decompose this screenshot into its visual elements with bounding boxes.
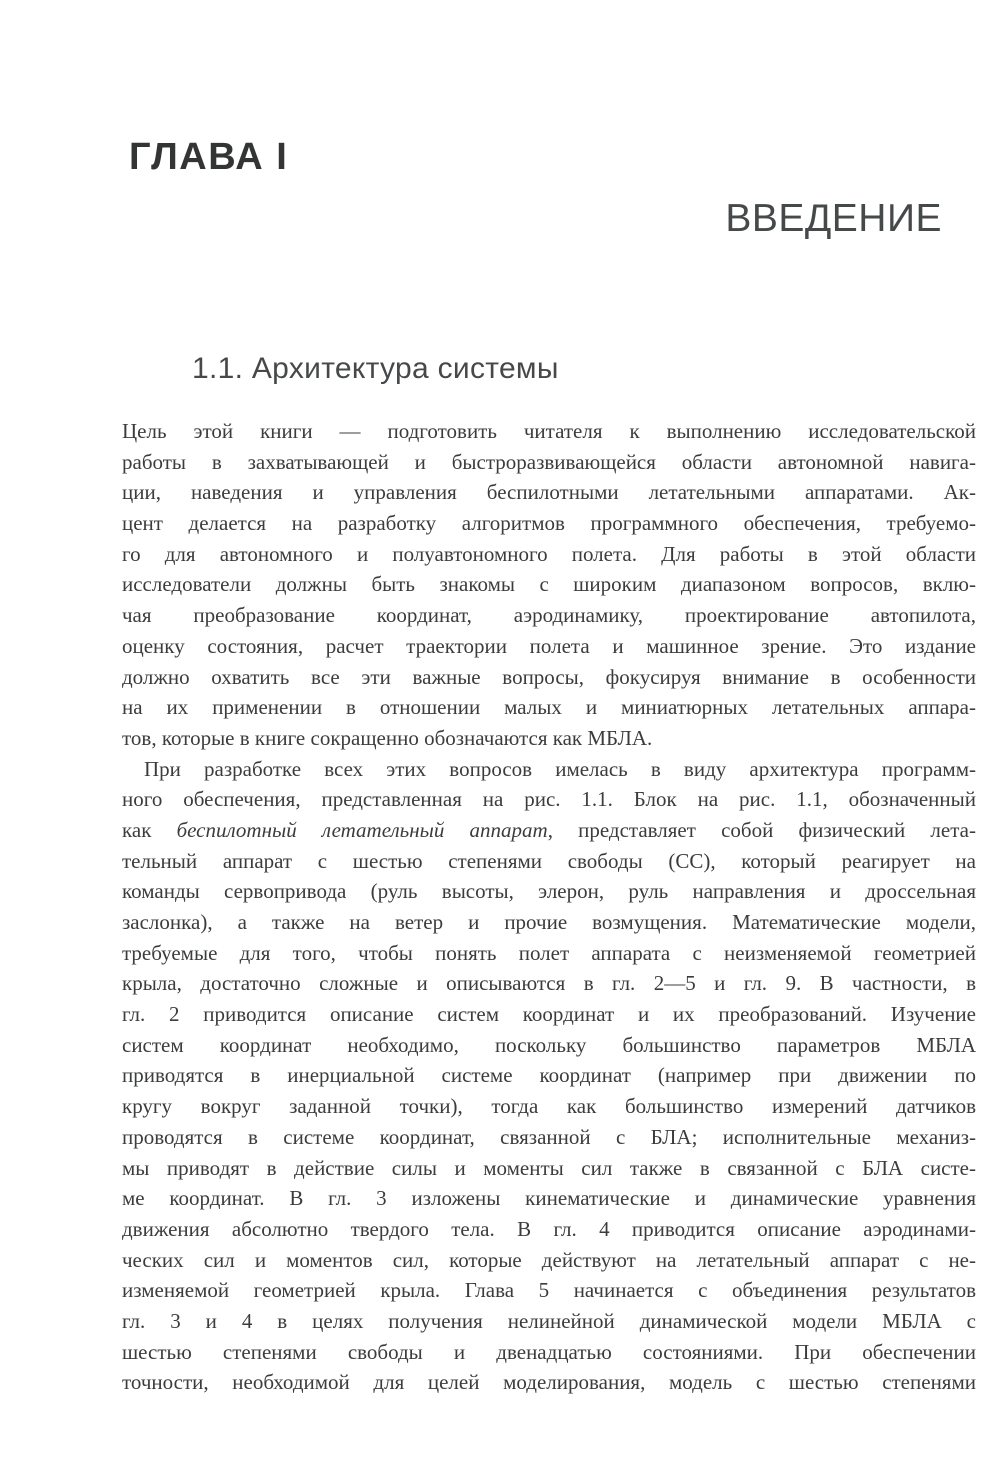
italic-term: беспилотный летательный аппарат xyxy=(176,817,548,842)
text-line: проводятся в системе координат, связанной с БЛА; исполнительные механиз- xyxy=(122,1124,976,1149)
text-line: заслонка), а также на ветер и прочие возмущения. Математические модели, xyxy=(122,910,976,934)
text-line: ного обеспечения, представленная на рис. 1.1. Блок на рис. 1.1, обозначенный xyxy=(122,787,976,812)
text-line: работы в захватывающей и быстроразвивающейся области автономной навига- xyxy=(122,449,976,474)
text-line: го для автономного и полуавтономного полета. Для работы в этой области xyxy=(122,541,976,566)
text-segment: как xyxy=(122,817,177,842)
text-line: крыла, достаточно сложные и описываются в гл. 2—5 и гл. 9. В частности, в xyxy=(122,971,976,996)
text-line: Цель этой книги — подготовить читателя к выполнению исследовательской xyxy=(122,419,976,443)
text-line: гл. 3 и 4 в целях получения нелинейной динамической модели МБЛА с xyxy=(122,1308,976,1333)
chapter-label: ГЛАВА I xyxy=(129,136,289,178)
text-line: тов, которые в книге сокращенно обозначаются как МБЛА. xyxy=(122,725,653,750)
text-line: систем координат необходимо, поскольку большинство параметров МБЛА xyxy=(122,1032,976,1057)
text-line: должно охватить все эти важные вопросы, фокусируя внимание в особенности xyxy=(122,664,976,689)
chapter-title: ВВЕДЕНИЕ xyxy=(725,197,942,240)
text-line: чая преобразование координат, аэродинамику, проектирование автопилота, xyxy=(122,603,976,628)
text-line: ческих сил и моментов сил, которые действуют на летательный аппарат с не- xyxy=(122,1247,976,1272)
text-line: ции, наведения и управления беспилотными летательными аппаратами. Ак- xyxy=(122,480,976,505)
text-line: кругу вокруг заданной точки), тогда как большинство измерений датчиков xyxy=(122,1094,976,1119)
text-line: мы приводят в действие силы и моменты сил также в связанной с БЛА систе- xyxy=(122,1155,976,1180)
text-line: шестью степенями свободы и двенадцатью состояниями. При обеспечении xyxy=(122,1339,976,1364)
text-line: команды сервопривода (руль высоты, элерон, руль направления и дроссельная xyxy=(122,879,976,904)
text-line: на их применении в отношении малых и миниатюрных летательных аппара- xyxy=(122,695,976,720)
text-line: тельный аппарат с шестью степенями свободы (СС), который реагирует на xyxy=(122,848,976,873)
text-line: При разработке всех этих вопросов имелась в виду архитектура программ- xyxy=(144,756,976,781)
text-segment: , представляет собой физический лета- xyxy=(547,817,976,842)
text-line: ме координат. В гл. 3 изложены кинематические и динамические уравнения xyxy=(122,1186,976,1211)
text-line: цент делается на разработку алгоритмов программного обеспечения, требуемо- xyxy=(122,511,976,536)
text-line: оценку состояния, расчет траектории полета и машинное зрение. Это издание xyxy=(122,633,976,658)
text-line: исследователи должны быть знакомы с широким диапазоном вопросов, вклю- xyxy=(122,572,976,597)
body-text xyxy=(122,416,976,1398)
section-heading: 1.1. Архитектура системы xyxy=(192,352,559,385)
text-line: требуемые для того, чтобы понять полет аппарата с неизменяемой геометрией xyxy=(122,940,976,965)
text-line: изменяемой геометрией крыла. Глава 5 начинается с объединения результатов xyxy=(122,1278,976,1303)
text-line xyxy=(122,815,976,846)
text-line: движения абсолютно твердого тела. В гл. 4 приводится описание аэродинами- xyxy=(122,1216,976,1241)
text-line: гл. 2 приводится описание систем координат и их преобразований. Изучение xyxy=(122,1002,976,1027)
text-line: точности, необходимой для целей моделирования, модель с шестью степенями xyxy=(122,1370,976,1395)
text-line: приводятся в инерциальной системе координат (например при движении по xyxy=(122,1063,976,1088)
